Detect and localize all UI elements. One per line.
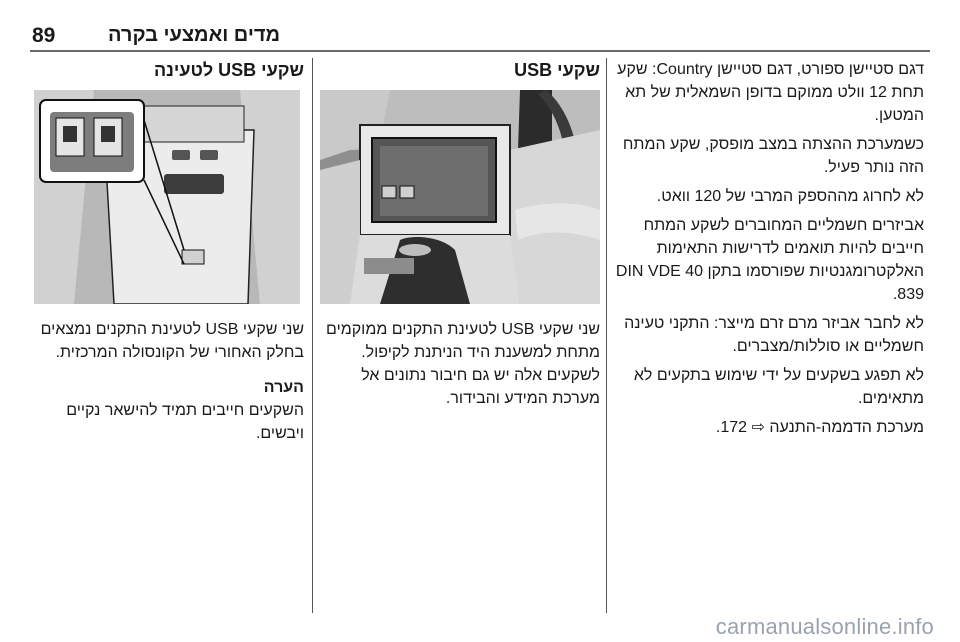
paragraph-ignition-off: כשמערכת ההצתה במצב מופסק, שקע המתח הזה נותר פעיל. — [622, 136, 924, 176]
page-number: 89 — [32, 24, 56, 47]
usb-ports-heading: שקעי USB — [514, 60, 600, 80]
paragraph-stop-start-reference: מערכת הדממה-התנעה ⇨ 172. — [715, 419, 924, 436]
usb-charging-figure — [34, 90, 300, 304]
footer-watermark: carmanualsonline.info — [715, 614, 934, 639]
column-divider-right — [606, 58, 607, 613]
rear-console-illustration — [34, 90, 300, 304]
note-title: הערה — [263, 379, 304, 396]
middle-column — [318, 58, 600, 422]
page-header — [30, 0, 930, 50]
section-title: מדים ואמצעי בקרה — [108, 24, 281, 46]
console-storage-illustration — [320, 90, 600, 304]
paragraph-no-current-accessory: לא לחבר אביזר מרם זרם מייצר: התקני טעינה חשמליים או סוללות/מצברים. — [624, 315, 924, 355]
usb-charging-description: שני שקעי USB לטעינת התקנים נמצאים בחלק האחורי של הקונסולה המרכזית. — [40, 321, 304, 361]
left-column — [30, 58, 304, 457]
column-divider-left — [312, 58, 313, 613]
usb-ports-figure — [320, 90, 600, 304]
paragraph-unsuitable-plugs: לא תפגע בשקעים על ידי שימוש בתקעים לא מתאימים. — [633, 367, 924, 407]
header-rule — [30, 50, 930, 52]
paragraph-power-outlet-location: דגם סטיישן ספורט, דגם סטיישן Country: שקע תחת 12 וולט ממוקם בדופן השמאלית של תא המטען. — [617, 61, 924, 124]
paragraph-accessory-compliance: אביזרים חשמליים המחוברים לשקע המתח חייבים להיות תואמים לדרישות התאימות האלקטרומגנטיות שפורסמו בתקן DIN VDE 40 839. — [615, 217, 924, 303]
usb-charging-heading: שקעי USB לטעינה — [153, 60, 304, 80]
right-column — [612, 58, 924, 445]
paragraph-max-power: לא לחרוג מההספק המרבי של 120 וואט. — [656, 188, 924, 205]
note-text: השקעים חייבים תמיד להישאר נקיים ויבשים. — [66, 402, 304, 442]
usb-ports-description: שני שקעי USB לטעינת התקנים ממוקמים מתחת למשענת היד הניתנת לקיפול. לשקעים אלה יש גם חיבור נתונים אל מערכת המידע והבידור. — [326, 321, 600, 407]
